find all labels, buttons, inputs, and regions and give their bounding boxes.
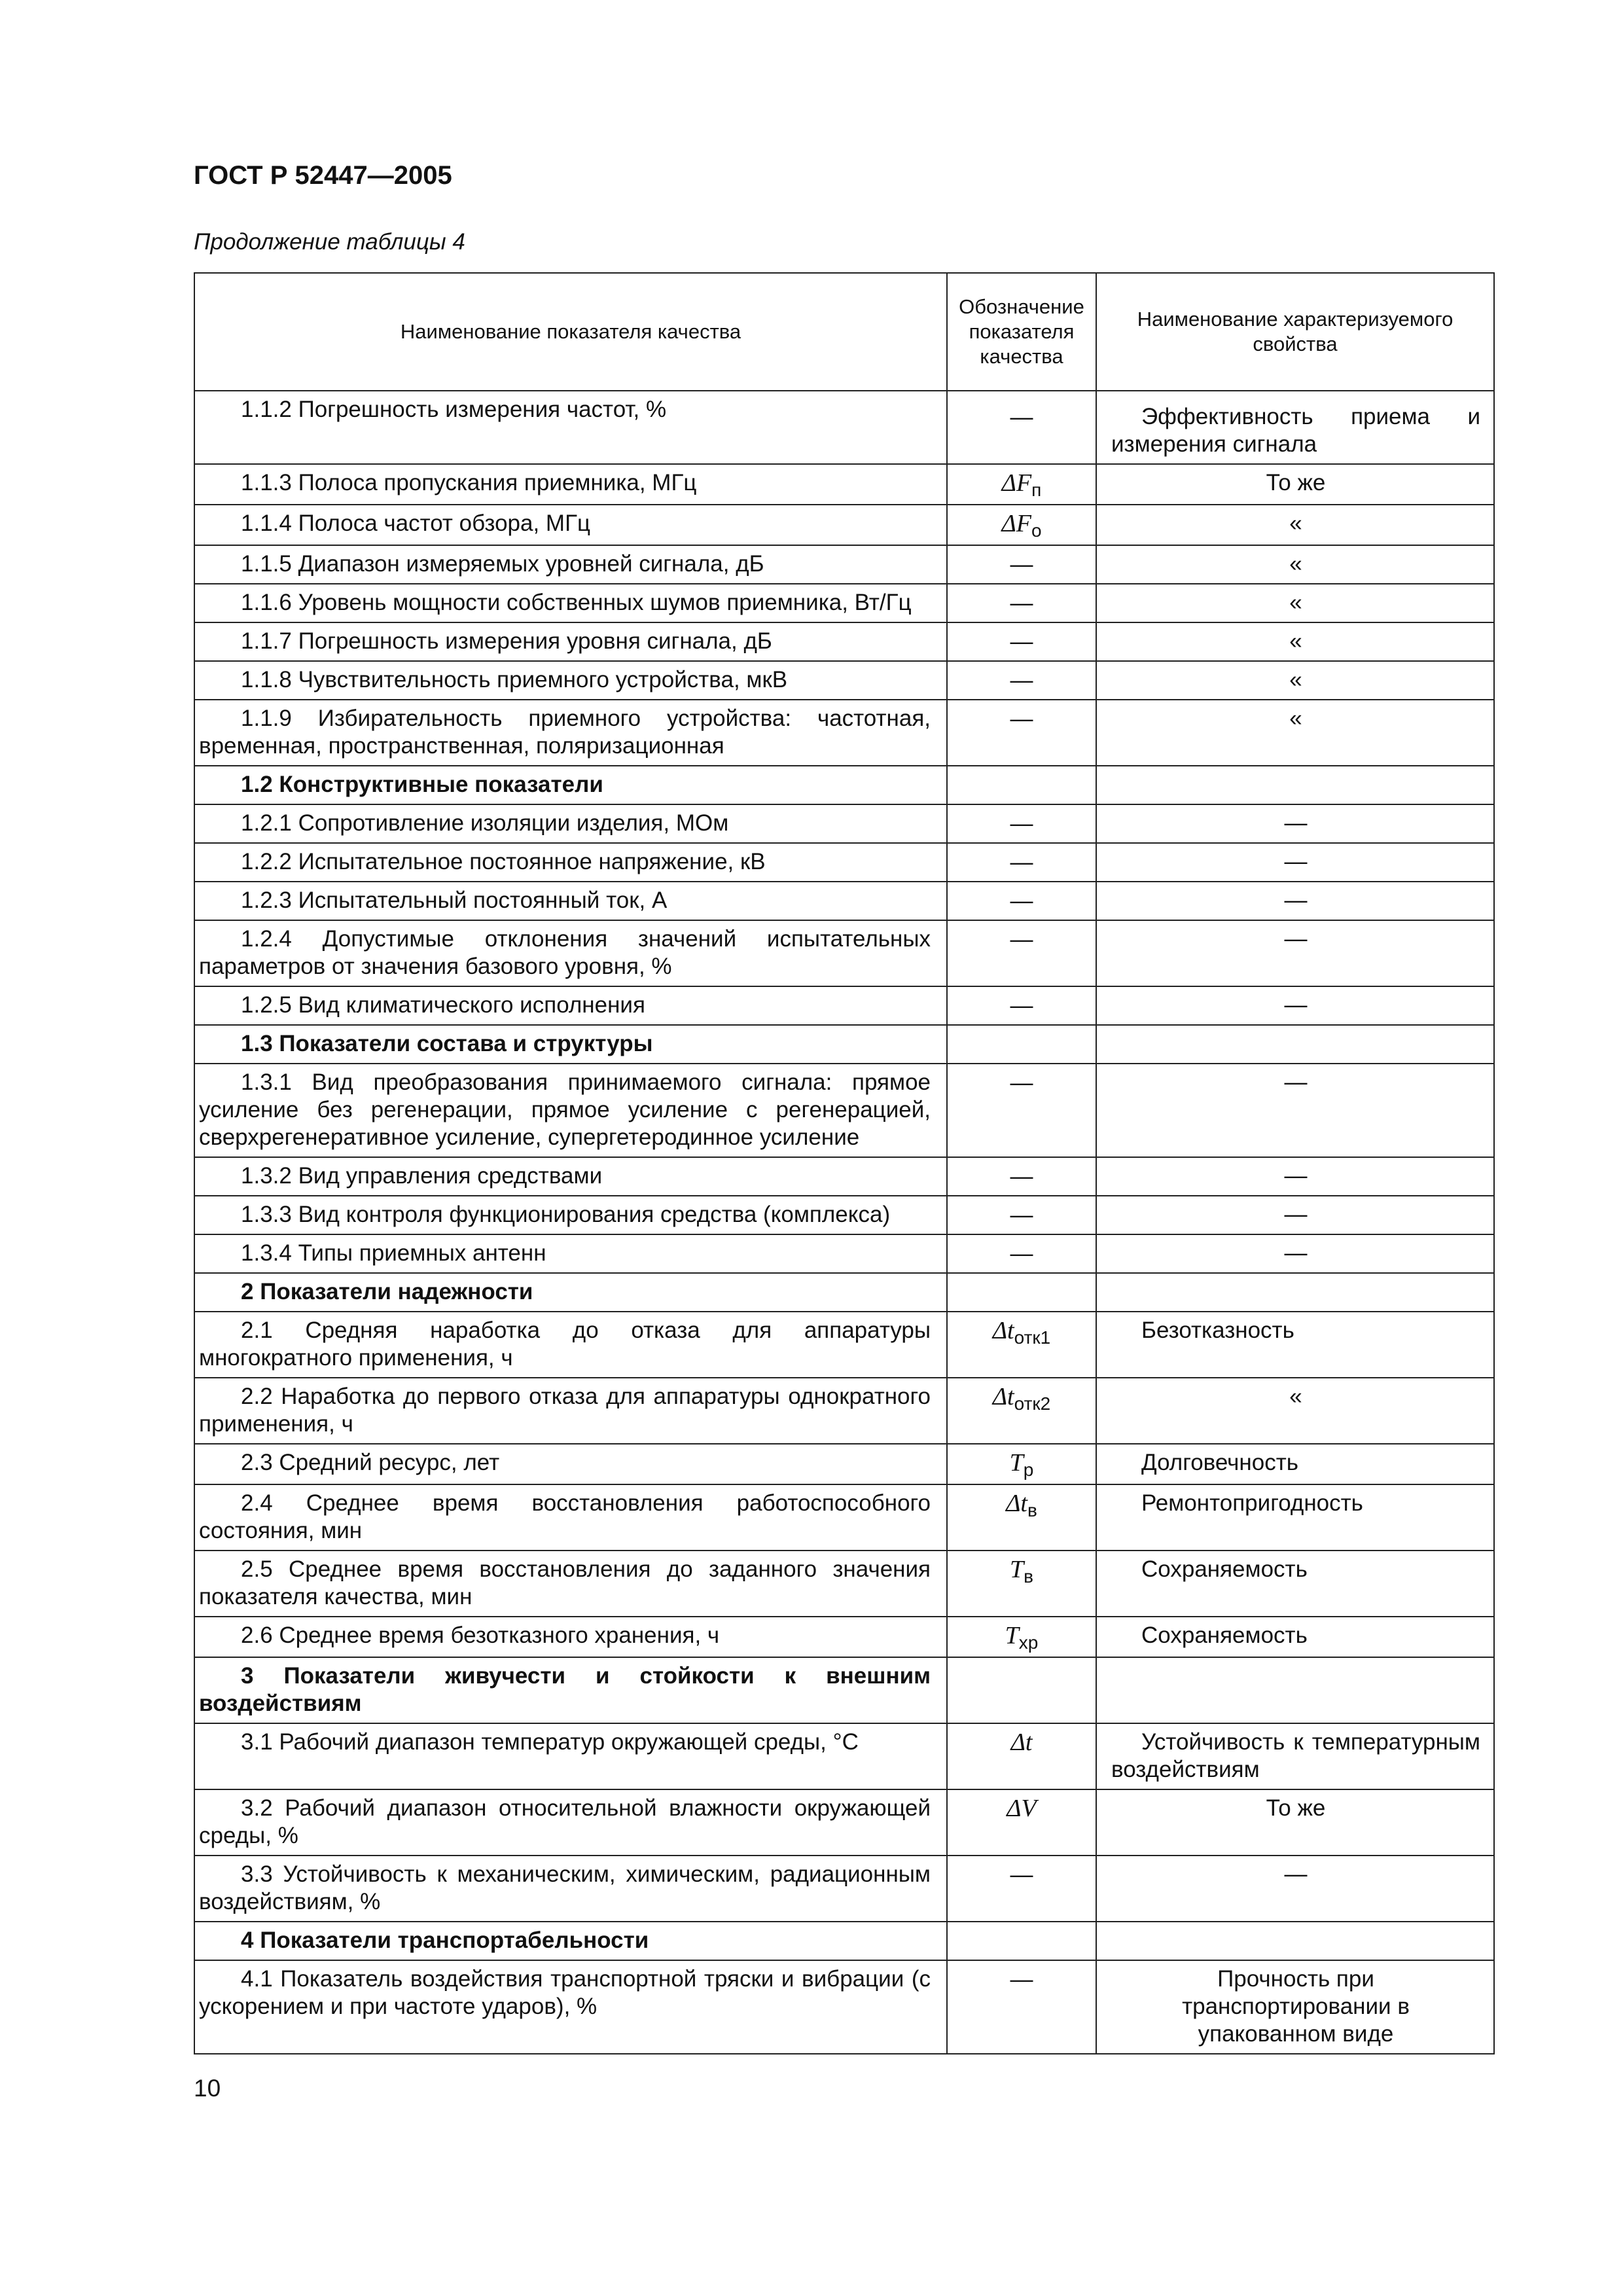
table-row [194, 1789, 1494, 1856]
indicator-name [194, 1196, 947, 1234]
indicator-symbol [947, 391, 1096, 464]
indicator-symbol-text: — [1010, 1967, 1033, 1992]
table-row [194, 1856, 1494, 1922]
characterized-property [1096, 1657, 1494, 1723]
table-row [194, 1723, 1494, 1789]
table-row [194, 545, 1494, 584]
indicator-symbol-subscript: хр [1018, 1632, 1039, 1653]
page-number: 10 [194, 2075, 221, 2102]
table-group [194, 391, 1494, 1273]
indicator-name [194, 545, 947, 584]
indicator-symbol [947, 1723, 1096, 1789]
quality-indicators-table [194, 272, 1495, 2054]
indicator-name-text: 1.2 Конструктивные показатели [241, 772, 603, 797]
characterized-property [1096, 1960, 1494, 2054]
characterized-property [1096, 1196, 1494, 1234]
characterized-property-text: — [1284, 1069, 1308, 1095]
table-header [194, 273, 1494, 391]
indicator-name-text: 1.2.3 Испытательный постоянный ток, А [241, 888, 668, 913]
indicator-name-text: 1.1.5 Диапазон измеряемых уровней сигнала, дБ [241, 551, 764, 577]
indicator-name-text: 4.1 Показатель воздействия транспортной тряски и вибрации (с ускорением и при частоте ударов), % [199, 1966, 931, 2019]
indicator-name-text: 4 Показатели транспортабельности [241, 1928, 649, 1953]
section-heading-row [194, 1025, 1494, 1064]
indicator-name [194, 1312, 947, 1378]
table-row [194, 1064, 1494, 1157]
indicator-symbol [947, 986, 1096, 1025]
indicator-name [194, 1723, 947, 1789]
indicator-symbol [947, 1378, 1096, 1444]
indicator-name-text: 1.1.9 Избирательность приемного устройства: частотная, временная, пространственная, поляризационная [199, 706, 931, 759]
indicator-name-text: 1.1.6 Уровень мощности собственных шумов приемника, Вт/Гц [241, 590, 912, 615]
indicator-name-text: 3 Показатели живучести и стойкости к внешним воздействиям [199, 1663, 931, 1716]
indicator-name-text: 1.1.2 Погрешность измерения частот, % [241, 397, 667, 422]
indicator-symbol [947, 1234, 1096, 1273]
characterized-property-text: « [1289, 628, 1302, 654]
indicator-symbol-text: — [1010, 1070, 1033, 1096]
indicator-symbol-text: — [1010, 1164, 1033, 1189]
indicator-name [194, 661, 947, 700]
characterized-property-text: — [1284, 1861, 1308, 1887]
characterized-property [1096, 1312, 1494, 1378]
table-row [194, 1378, 1494, 1444]
characterized-property [1096, 1723, 1494, 1789]
characterized-property-text: Сохраняемость [1141, 1623, 1308, 1648]
characterized-property-text: Прочность при транспортировании в упакованном виде [1182, 1966, 1410, 2047]
indicator-name-text: 1.3.4 Типы приемных антенн [241, 1240, 546, 1266]
indicator-symbol-text: Δt [992, 1383, 1014, 1410]
table-row [194, 1551, 1494, 1617]
indicator-symbol [947, 1196, 1096, 1234]
characterized-property [1096, 986, 1494, 1025]
characterized-property [1096, 882, 1494, 920]
indicator-symbol-text: — [1010, 811, 1033, 836]
characterized-property [1096, 505, 1494, 545]
table-row [194, 661, 1494, 700]
characterized-property-text: — [1284, 1202, 1308, 1227]
indicator-symbol-text: — [1010, 850, 1033, 875]
characterized-property [1096, 1378, 1494, 1444]
indicator-symbol-text: T [1009, 1556, 1024, 1583]
indicator-symbol [947, 1025, 1096, 1064]
characterized-property [1096, 1484, 1494, 1551]
indicator-symbol-text: — [1010, 1202, 1033, 1228]
indicator-name [194, 1064, 947, 1157]
indicator-symbol-subscript: в [1027, 1500, 1037, 1520]
characterized-property [1096, 700, 1494, 766]
indicator-name [194, 1484, 947, 1551]
table-row [194, 700, 1494, 766]
indicator-name [194, 391, 947, 464]
indicator-symbol-text: ΔF [1001, 510, 1031, 537]
indicator-name-text: 3.2 Рабочий диапазон относительной влажности окружающей среды, % [199, 1795, 931, 1848]
indicator-name-text: 3.1 Рабочий диапазон температур окружающей среды, °С [241, 1729, 859, 1755]
indicator-name [194, 804, 947, 843]
section-heading [194, 1025, 947, 1064]
indicator-symbol [947, 766, 1096, 804]
characterized-property [1096, 661, 1494, 700]
table-row [194, 920, 1494, 986]
indicator-symbol-text: — [1010, 888, 1033, 914]
characterized-property-text: Долговечность [1141, 1450, 1298, 1475]
indicator-symbol [947, 1157, 1096, 1196]
indicator-symbol [947, 1484, 1096, 1551]
section-heading-row [194, 1657, 1494, 1723]
characterized-property [1096, 1273, 1494, 1312]
characterized-property [1096, 1551, 1494, 1617]
table-row [194, 804, 1494, 843]
characterized-property [1096, 1064, 1494, 1157]
indicator-name-text: 1.2.5 Вид климатического исполнения [241, 992, 645, 1018]
indicator-symbol-text: — [1010, 1862, 1033, 1888]
characterized-property-text: То же [1266, 1795, 1326, 1821]
characterized-property-text: « [1289, 667, 1302, 692]
indicator-name [194, 622, 947, 661]
characterized-property-text: Ремонтопригодность [1141, 1490, 1363, 1516]
characterized-property [1096, 843, 1494, 882]
characterized-property-text: Устойчивость к температурным воздействиям [1111, 1729, 1480, 1782]
characterized-property [1096, 1025, 1494, 1064]
indicator-symbol-subscript: отк2 [1014, 1393, 1051, 1414]
characterized-property-text: « [1289, 590, 1302, 615]
characterized-property [1096, 545, 1494, 584]
characterized-property-text: — [1284, 992, 1308, 1018]
table-row [194, 882, 1494, 920]
indicator-symbol-text: Δt [992, 1317, 1014, 1344]
indicator-name [194, 584, 947, 622]
characterized-property [1096, 1157, 1494, 1196]
indicator-symbol-text: Δt [1006, 1490, 1027, 1517]
indicator-symbol [947, 545, 1096, 584]
indicator-name-text: 2.4 Среднее время восстановления работоспособного состояния, мин [199, 1490, 931, 1543]
indicator-name-text: 3.3 Устойчивость к механическим, химическим, радиационным воздействиям, % [199, 1861, 931, 1914]
characterized-property-text: « [1289, 551, 1302, 577]
indicator-symbol [947, 700, 1096, 766]
indicator-symbol-text: — [1010, 927, 1033, 952]
characterized-property [1096, 1234, 1494, 1273]
indicator-symbol-text: — [1010, 404, 1033, 430]
characterized-property [1096, 1444, 1494, 1484]
characterized-property-text: — [1284, 1163, 1308, 1189]
indicator-symbol [947, 1922, 1096, 1960]
indicator-symbol [947, 1064, 1096, 1157]
table-row [194, 1444, 1494, 1484]
indicator-symbol [947, 1960, 1096, 2054]
indicator-name-text: 1.3.3 Вид контроля функционирования средства (комплекса) [241, 1202, 891, 1227]
indicator-symbol-subscript: п [1031, 480, 1042, 500]
indicator-name-text: 1.2.2 Испытательное постоянное напряжение, кВ [241, 849, 766, 874]
indicator-name-text: 2 Показатели надежности [241, 1279, 533, 1304]
indicator-symbol [947, 661, 1096, 700]
section-heading-row [194, 1922, 1494, 1960]
indicator-name [194, 1157, 947, 1196]
indicator-symbol-text: — [1010, 993, 1033, 1018]
table-row [194, 1234, 1494, 1273]
characterized-property [1096, 804, 1494, 843]
section-heading-row [194, 1273, 1494, 1312]
indicator-name [194, 1960, 947, 2054]
indicator-symbol [947, 505, 1096, 545]
indicator-name [194, 920, 947, 986]
characterized-property [1096, 464, 1494, 505]
indicator-name-text: 2.2 Наработка до первого отказа для аппаратуры однократного применения, ч [199, 1384, 931, 1437]
indicator-name-text: 2.6 Среднее время безотказного хранения, ч [241, 1623, 720, 1648]
indicator-name-text: 1.1.3 Полоса пропускания приемника, МГц [241, 470, 697, 495]
indicator-symbol-subscript: отк1 [1014, 1327, 1051, 1348]
table-row [194, 464, 1494, 505]
indicator-symbol-text: — [1010, 706, 1033, 732]
section-heading [194, 1922, 947, 1960]
characterized-property [1096, 920, 1494, 986]
characterized-property-text: « [1289, 1384, 1302, 1409]
indicator-symbol-text: — [1010, 668, 1033, 693]
indicator-symbol [947, 1789, 1096, 1856]
document-standard-number: ГОСТ Р 52447—2005 [194, 161, 452, 190]
section-heading [194, 1657, 947, 1723]
characterized-property [1096, 1789, 1494, 1856]
characterized-property-text: « [1289, 706, 1302, 731]
indicator-name-text: 1.3 Показатели состава и структуры [241, 1031, 653, 1056]
characterized-property-text: « [1289, 511, 1302, 536]
header-characterized-property: Наименование характеризуемого свойства [1096, 273, 1494, 391]
indicator-name [194, 1551, 947, 1617]
indicator-symbol-text: — [1010, 590, 1033, 616]
indicator-name-text: 2.3 Средний ресурс, лет [241, 1450, 500, 1475]
indicator-symbol-subscript: о [1031, 520, 1042, 541]
table-caption: Продолжение таблицы 4 [194, 229, 465, 255]
indicator-symbol [947, 622, 1096, 661]
characterized-property-text: То же [1266, 470, 1326, 495]
indicator-symbol [947, 1551, 1096, 1617]
indicator-name [194, 1789, 947, 1856]
characterized-property-text: — [1284, 849, 1308, 874]
indicator-name [194, 1617, 947, 1657]
indicator-symbol [947, 1617, 1096, 1657]
characterized-property [1096, 766, 1494, 804]
indicator-symbol [947, 1657, 1096, 1723]
characterized-property-text: — [1284, 810, 1308, 836]
indicator-name [194, 1444, 947, 1484]
indicator-name-text: 2.1 Средняя наработка до отказа для аппаратуры многократного применения, ч [199, 1318, 931, 1371]
indicator-symbol [947, 1444, 1096, 1484]
indicator-name-text: 1.1.4 Полоса частот обзора, МГц [241, 511, 591, 536]
characterized-property [1096, 1922, 1494, 1960]
header-indicator-symbol: Обозначение показателя качества [947, 273, 1096, 391]
indicator-symbol [947, 1312, 1096, 1378]
characterized-property-text: Безотказность [1141, 1318, 1294, 1343]
table-group [194, 1922, 1494, 2054]
indicator-symbol [947, 1273, 1096, 1312]
section-heading [194, 1273, 947, 1312]
indicator-symbol-text: T [1009, 1449, 1024, 1477]
indicator-name-text: 1.2.1 Сопротивление изоляции изделия, МОм [241, 810, 729, 836]
table-row [194, 986, 1494, 1025]
indicator-name-text: 1.3.1 Вид преобразования принимаемого сигнала: прямое усиление без регенерации, прямое усиление с регенерацией, сверхрегенеративное усиление, супергетеродинное усиление [199, 1069, 931, 1150]
indicator-name [194, 464, 947, 505]
characterized-property [1096, 584, 1494, 622]
indicator-name [194, 986, 947, 1025]
table-group [194, 1657, 1494, 1922]
indicator-symbol [947, 584, 1096, 622]
characterized-property-text: — [1284, 926, 1308, 952]
table-row [194, 1484, 1494, 1551]
table-row [194, 584, 1494, 622]
indicator-symbol-text: ΔV [1007, 1795, 1037, 1822]
indicator-name [194, 843, 947, 882]
indicator-symbol [947, 843, 1096, 882]
indicator-name-text: 1.1.8 Чувствительность приемного устройства, мкВ [241, 667, 788, 692]
table-row [194, 505, 1494, 545]
indicator-name-text: 2.5 Среднее время восстановления до заданного значения показателя качества, мин [199, 1556, 931, 1609]
indicator-name [194, 1856, 947, 1922]
indicator-name-text: 1.2.4 Допустимые отклонения значений испытательных параметров от значения базового уровня, % [199, 926, 931, 979]
table-row [194, 1617, 1494, 1657]
characterized-property-text: Сохраняемость [1141, 1556, 1308, 1582]
table-row [194, 391, 1494, 464]
indicator-symbol-text: ΔF [1001, 469, 1032, 497]
indicator-name [194, 1234, 947, 1273]
indicator-symbol [947, 1856, 1096, 1922]
indicator-name-text: 1.1.7 Погрешность измерения уровня сигнала, дБ [241, 628, 772, 654]
indicator-symbol-text: T [1005, 1622, 1019, 1649]
characterized-property [1096, 1617, 1494, 1657]
table-row [194, 1312, 1494, 1378]
indicator-symbol-subscript: р [1023, 1460, 1034, 1480]
indicator-symbol [947, 464, 1096, 505]
characterized-property-text: — [1284, 1240, 1308, 1266]
indicator-symbol [947, 882, 1096, 920]
characterized-property-text: — [1284, 888, 1308, 913]
indicator-symbol-subscript: в [1024, 1566, 1033, 1587]
indicator-name [194, 700, 947, 766]
indicator-name [194, 882, 947, 920]
characterized-property [1096, 391, 1494, 464]
indicator-symbol [947, 804, 1096, 843]
indicator-symbol-text: Δt [1010, 1729, 1033, 1756]
indicator-symbol [947, 920, 1096, 986]
characterized-property-text: Эффективность приема и измерения сигнала [1111, 404, 1480, 457]
table-group [194, 1273, 1494, 1657]
table-row [194, 1157, 1494, 1196]
indicator-name [194, 1378, 947, 1444]
table-row [194, 1196, 1494, 1234]
section-heading [194, 766, 947, 804]
indicator-symbol-text: — [1010, 1241, 1033, 1266]
header-indicator-name: Наименование показателя качества [194, 273, 947, 391]
table-row [194, 843, 1494, 882]
characterized-property [1096, 622, 1494, 661]
section-heading-row [194, 766, 1494, 804]
characterized-property [1096, 1856, 1494, 1922]
indicator-symbol-text: — [1010, 629, 1033, 655]
indicator-symbol-text: — [1010, 552, 1033, 577]
table-row [194, 1960, 1494, 2054]
table-row [194, 622, 1494, 661]
indicator-name [194, 505, 947, 545]
indicator-name-text: 1.3.2 Вид управления средствами [241, 1163, 603, 1189]
